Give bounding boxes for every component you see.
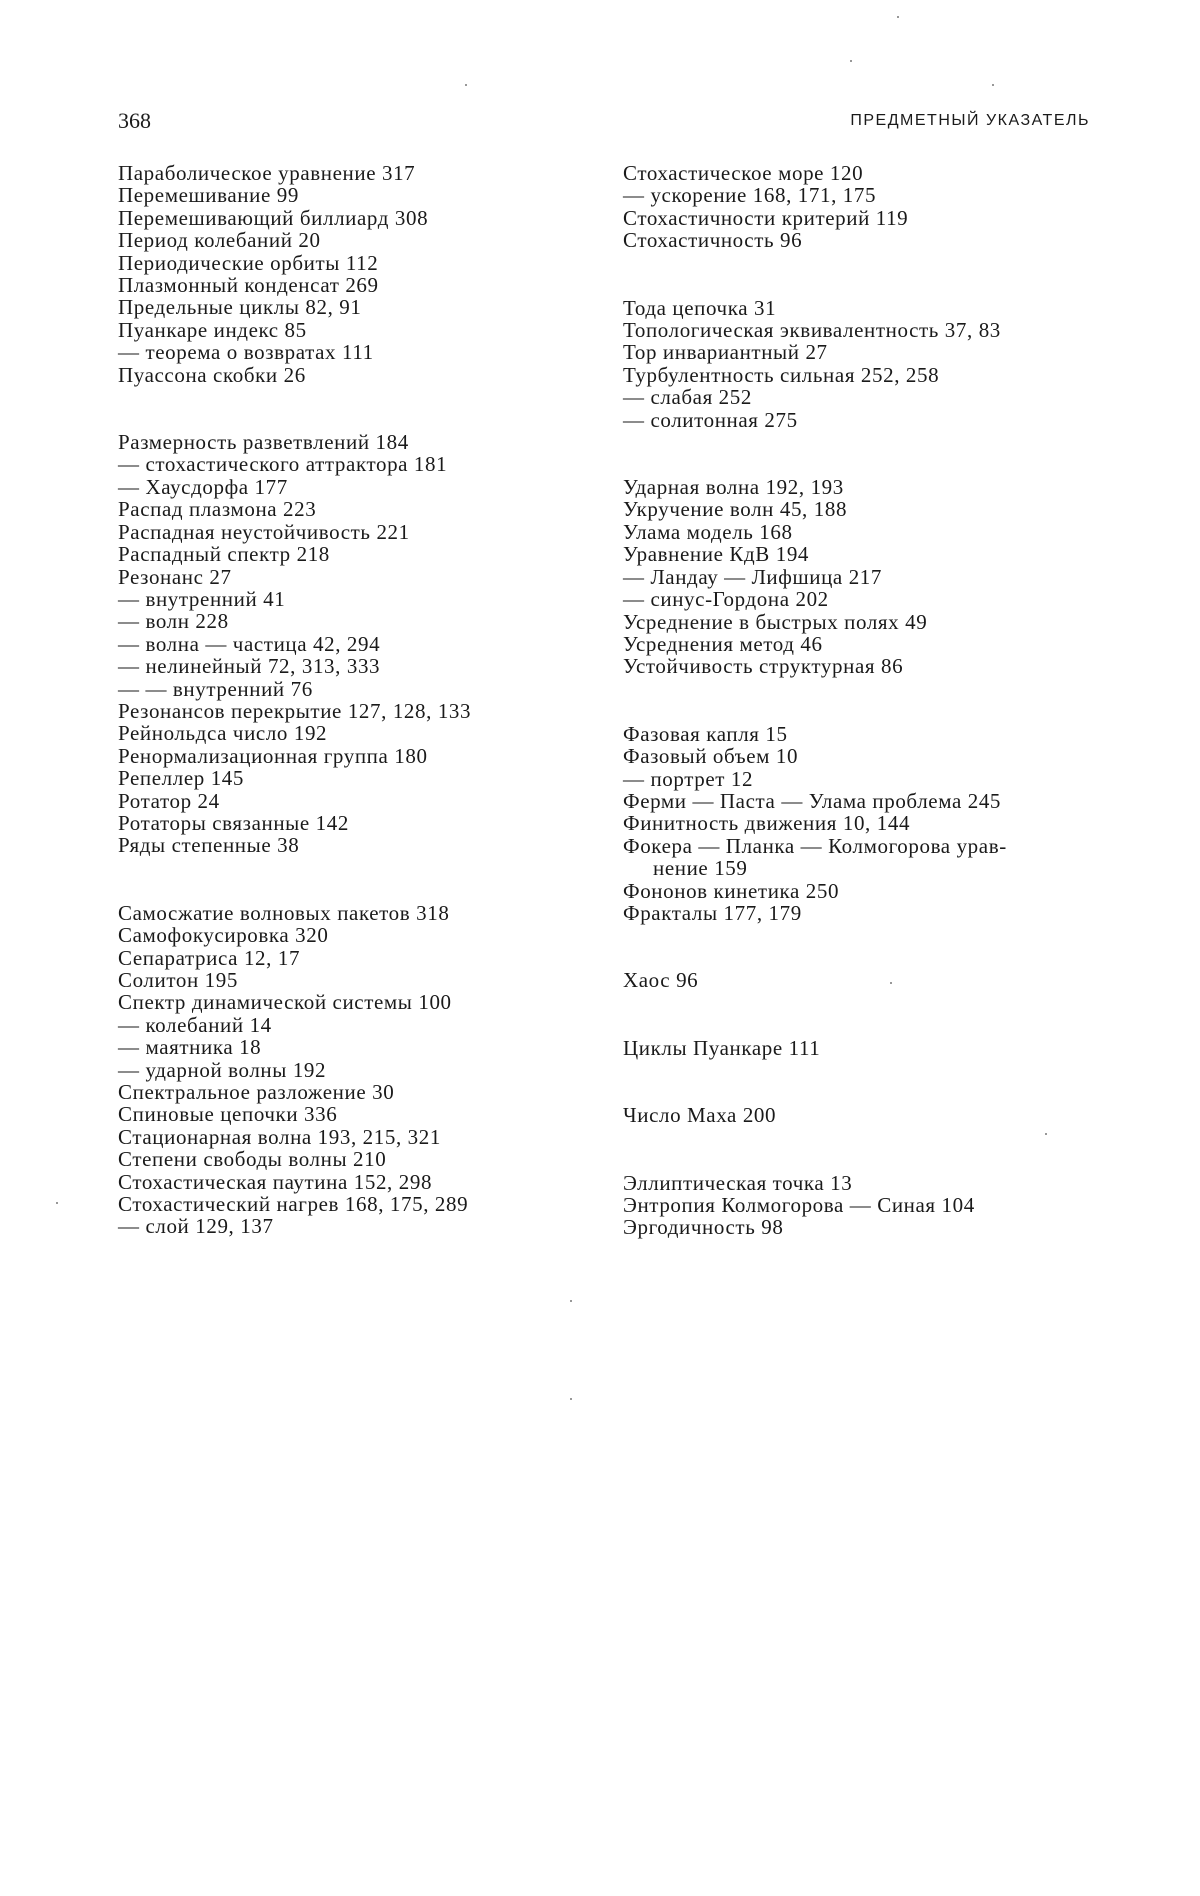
page-number: 368 (118, 108, 151, 133)
index-entry: Стохастический нагрев 168, 175, 289 (118, 1192, 469, 1217)
index-entry: Укручение волн 45, 188 (623, 497, 848, 522)
scan-speck (56, 1202, 58, 1204)
index-entry: — ударной волны 192 (118, 1057, 327, 1082)
index-entry: Ренормализационная группа 180 (118, 743, 428, 768)
index-entry: — солитонная 275 (623, 407, 798, 432)
index-entry: Периодические орбиты 112 (118, 250, 379, 275)
index-entry: Спектр динамической системы 100 (118, 990, 452, 1015)
index-entry: Эллиптическая точка 13 (623, 1170, 853, 1195)
index-letter-group (623, 162, 1093, 252)
index-column-left (118, 162, 588, 1238)
index-letter-group (623, 1104, 1093, 1126)
index-entry: Пуассона скобки 26 (118, 362, 306, 387)
index-entry: Спиновые цепочки 336 (118, 1102, 338, 1127)
index-entry: Ротаторы связанные 142 (118, 810, 349, 835)
index-entry: Предельные циклы 82, 91 (118, 295, 362, 320)
index-entry: Ферми — Паста — Улама проблема 245 (623, 788, 1002, 813)
index-entry: Улама модель 168 (623, 519, 793, 544)
index-entry: Уравнение КдВ 194 (623, 542, 810, 567)
index-letter-group (118, 162, 588, 386)
index-entry: Турбулентность сильная 252, 258 (623, 362, 940, 387)
index-entry: Резонансов перекрытие 127, 128, 133 (118, 698, 472, 723)
index-entry: Размерность разветвлений 184 (118, 430, 409, 455)
index-entry: — теорема о возвратах 111 (118, 340, 374, 365)
index-entry: Самофокусировка 320 (118, 923, 329, 948)
scan-speck (1045, 1133, 1047, 1135)
index-entry: Хаос 96 (623, 968, 699, 993)
index-entry: — нелинейный 72, 313, 333 (118, 654, 381, 679)
index-letter-group (623, 723, 1093, 925)
index-entry: Эргодичность 98 (623, 1215, 784, 1240)
index-entry: Период колебаний 20 (118, 228, 321, 253)
index-letter-group (118, 431, 588, 857)
index-entry: Число Маха 200 (623, 1103, 777, 1128)
index-entry: Перемешивание 99 (118, 183, 299, 208)
index-entry: Ударная волна 192, 193 (623, 475, 844, 500)
running-head: ПРЕДМЕТНЫЙ УКАЗАТЕЛЬ (850, 112, 1090, 129)
index-entry: Усреднения метод 46 (623, 631, 823, 656)
index-entry: — волн 228 (118, 609, 229, 634)
index-entry: Усреднение в быстрых полях 49 (623, 609, 928, 634)
index-entry: Стохастическое море 120 (623, 161, 864, 185)
index-letter-group (623, 969, 1093, 991)
index-entry: Ротатор 24 (118, 788, 220, 813)
index-entry: — слабая 252 (623, 385, 752, 410)
index-entry: Степени свободы волны 210 (118, 1147, 387, 1172)
index-entry: — внутренний 41 (118, 586, 286, 611)
scan-speck (992, 84, 994, 86)
scan-speck (890, 982, 892, 984)
index-entry: — — внутренний 76 (118, 676, 313, 701)
index-entry: Ряды степенные 38 (118, 833, 300, 858)
index-entry: — колебаний 14 (118, 1012, 272, 1037)
index-entry: — маятника 18 (118, 1035, 262, 1060)
index-entry: Стационарная волна 193, 215, 321 (118, 1124, 441, 1149)
scan-speck (570, 1300, 572, 1302)
index-entry: Рейнольдса число 192 (118, 721, 328, 746)
index-entry: Самосжатие волновых пакетов 318 (118, 900, 450, 925)
index-entry: Спектральное разложение 30 (118, 1080, 395, 1105)
index-letter-group (623, 1172, 1093, 1239)
index-entry: Стохастичности критерий 119 (623, 205, 909, 230)
index-entry: — волна — частица 42, 294 (118, 631, 381, 656)
index-entry: Распад плазмона 223 (118, 497, 317, 522)
index-entry: Перемешивающий биллиард 308 (118, 205, 429, 230)
index-entry: нение 159 (653, 856, 748, 881)
index-entry: Стохастическая паутина 152, 298 (118, 1169, 433, 1194)
index-entry: Финитность движения 10, 144 (623, 811, 911, 836)
index-entry: Тор инвариантный 27 (623, 340, 828, 365)
scan-speck (850, 60, 852, 62)
index-entry: Фокера — Планка — Колмогорова урав- (623, 833, 1007, 858)
index-entry: Тода цепочка 31 (623, 295, 777, 320)
index-entry: — стохастического аттрактора 181 (118, 452, 448, 477)
index-entry: Фононов кинетика 250 (623, 878, 840, 903)
index-entry: — ускорение 168, 171, 175 (623, 183, 877, 208)
index-entry: Плазмонный конденсат 269 (118, 273, 379, 298)
index-entry: Стохастичность 96 (623, 228, 803, 253)
index-entry: Топологическая эквивалентность 37, 83 (623, 318, 1001, 343)
index-letter-group (623, 1037, 1093, 1059)
index-entry: Фазовый объем 10 (623, 744, 799, 769)
index-entry: Резонанс 27 (118, 564, 232, 589)
index-column-right (623, 162, 1093, 1239)
index-letter-group (623, 476, 1093, 678)
index-entry: Фракталы 177, 179 (623, 900, 802, 925)
index-entry: Пуанкаре индекс 85 (118, 317, 307, 342)
index-entry: Циклы Пуанкаре 111 (623, 1035, 821, 1060)
scan-speck (570, 1398, 572, 1400)
index-entry: Солитон 195 (118, 968, 238, 992)
index-entry: Устойчивость структурная 86 (623, 654, 904, 679)
index-entry: Энтропия Колмогорова — Синая 104 (623, 1193, 975, 1217)
index-letter-group (118, 902, 588, 1238)
index-entry: — Ландау — Лифшица 217 (623, 564, 882, 589)
index-entry: — синус-Гордона 202 (623, 587, 829, 612)
index-entry: Распадная неустойчивость 221 (118, 519, 410, 544)
index-entry: Распадный спектр 218 (118, 542, 330, 567)
index-entry: Сепаратриса 12, 17 (118, 945, 301, 970)
index-entry: Репеллер 145 (118, 766, 245, 791)
scan-speck (465, 84, 467, 86)
index-entry: — Хаусдорфа 177 (118, 474, 288, 499)
index-entry: — портрет 12 (623, 766, 754, 791)
index-entry: — слой 129, 137 (118, 1214, 274, 1239)
index-letter-group (623, 297, 1093, 431)
scan-speck (897, 16, 899, 18)
index-entry: Фазовая капля 15 (623, 721, 788, 746)
index-entry: Параболическое уравнение 317 (118, 161, 416, 185)
